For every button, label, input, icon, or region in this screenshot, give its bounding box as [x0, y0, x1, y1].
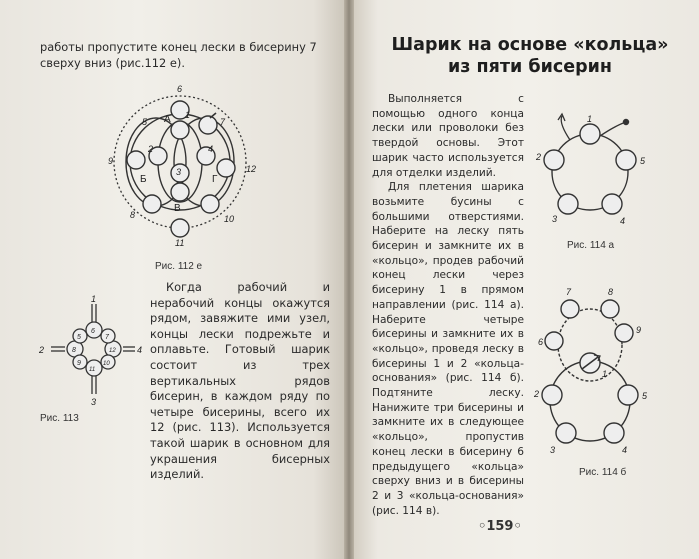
left-body-text: Когда рабочий и нерабочий концы окажутся рядом, завяжите ими узел, концы лески подрежьте и оплавьте. Готовый шарик состоит из трех вертикальных рядов бисерин, в каждом ряду по четыре бисерины, всего их 12 (рис. 113). Используется такой шарик в основном для украшения бисерных изделий.: [150, 280, 330, 482]
fig112-num-12: 12: [246, 164, 257, 174]
fig114a-num-1: 1: [587, 114, 593, 124]
page-number-value: 159: [486, 519, 514, 534]
fig114b-num-1: 1: [602, 369, 608, 379]
fig112-num-9: 9: [108, 156, 114, 166]
fig114b-num-9: 9: [636, 325, 642, 335]
fig112-letter-a: А: [164, 114, 171, 125]
fig112-caption: Рис. 112 е: [155, 261, 203, 272]
fig112-num-7: 7: [220, 117, 226, 127]
fig113-label-6: 6: [91, 328, 95, 335]
figure-112: [100, 80, 270, 255]
fig114b-caption: Рис. 114 б: [579, 467, 627, 478]
book-gutter: [344, 0, 354, 559]
fig113-label-2: 2: [39, 345, 45, 355]
fig114a-num-2: 2: [536, 152, 542, 162]
fig112-num-8: 8: [130, 210, 136, 220]
page-number-deco-right: ◦: [513, 519, 522, 534]
fig114b-num-4: 4: [622, 445, 628, 455]
figure-114a: [532, 110, 652, 235]
fig113-label-4: 4: [137, 345, 143, 355]
fig112-num-11: 11: [175, 238, 185, 248]
fig114b-num-2: 2: [534, 389, 540, 399]
fig114a-caption: Рис. 114 а: [567, 240, 615, 251]
fig112-letter-b: Б: [140, 174, 147, 185]
fig113-label-3: 3: [91, 397, 97, 406]
left-top-text: работы пропустите конец лески в бисерину 7 сверху вниз (рис.112 е).: [40, 40, 317, 70]
fig113-label-10: 10: [103, 361, 110, 367]
fig113-label-9: 9: [77, 360, 81, 367]
page-number: [478, 519, 522, 534]
figure-114b: [532, 283, 662, 458]
right-body-text: Выполняется с помощью одного конца лески или проволоки без твердой основы. Этот шарик часто используется для отделки изделий. Для плетения шарика возьмите бусины с большими отверстиями. Наберите на леску пять бисерин и замкните их в «кольцо», продев рабочий конец лески через бисерину 1 в прямом направлении (рис. 114 а). Наберите четыре бисерины и замкните их в «кольцо», проведя леску в бисерины 1 и 2 «кольца-основания» (рис. 114 б). Подтяните леску. Нанижите три бисерины и замкните их в следующее «кольцо», пропустив конец лески в бисерину 6 предыдущего «кольца» сверху вниз и в бисерины 2 и 3 «кольца-основания» (рис. 114 в).: [372, 93, 524, 517]
fig112-num-2: 2: [148, 144, 154, 154]
fig112-num-4: 4: [208, 144, 214, 154]
figure-113: [35, 294, 147, 406]
fig114a-num-3: 3: [552, 214, 558, 224]
fig114a-num-5: 5: [640, 156, 646, 166]
fig114a-num-4: 4: [620, 216, 626, 226]
fig112-num-1: 1: [185, 110, 191, 120]
fig114b-num-6: 6: [538, 337, 544, 347]
fig114b-num-5: 5: [642, 391, 648, 401]
fig114b-num-8: 8: [608, 287, 614, 297]
fig112-letter-v: В: [174, 203, 181, 214]
page-number-deco-left: ◦: [478, 519, 487, 534]
fig112-num-6: 6: [177, 84, 183, 94]
fig113-label-1: 1: [91, 294, 97, 304]
fig113-label-12: 12: [109, 348, 116, 354]
right-title: [380, 34, 680, 78]
fig112-num-5: 5: [142, 117, 148, 127]
title-line-2: из пяти бисерин: [448, 57, 612, 77]
fig113-label-11: 11: [89, 367, 96, 373]
fig113-label-8: 8: [72, 347, 76, 354]
fig114b-num-7: 7: [566, 287, 572, 297]
fig113-caption: Рис. 113: [40, 413, 79, 424]
fig112-num-3: 3: [176, 167, 182, 177]
fig113-label-5: 5: [77, 334, 81, 341]
fig112-letter-g: Г: [212, 174, 218, 185]
fig113-label-7: 7: [105, 334, 109, 341]
title-line-1: Шарик на основе «кольца»: [391, 35, 669, 55]
fig114b-num-3: 3: [550, 445, 556, 455]
fig112-num-10: 10: [224, 214, 235, 224]
